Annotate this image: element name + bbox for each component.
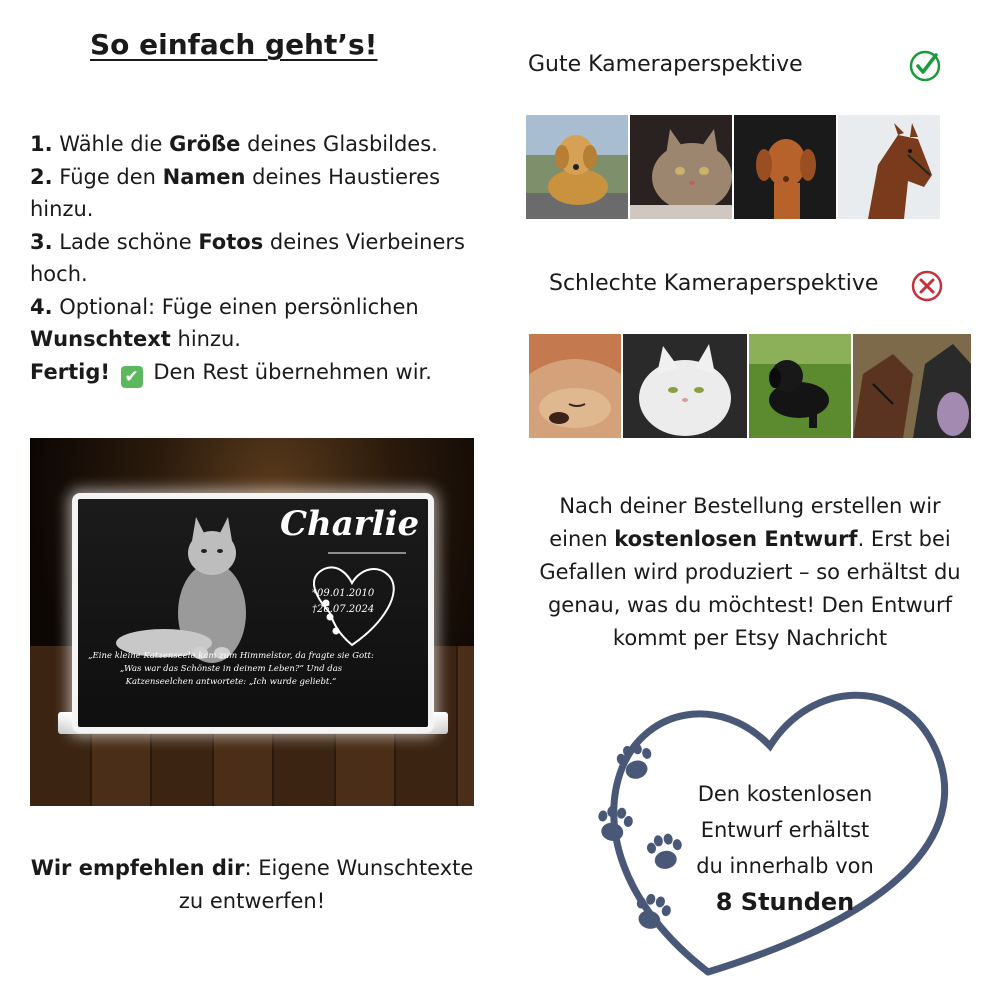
date-birth: *09.01.2010 <box>312 588 375 599</box>
paw-prints-icon <box>594 740 685 933</box>
step-1: 1. Wähle die Größe deines Glasbildes. <box>30 132 438 156</box>
finish-text: Den Rest übernehmen wir. <box>146 360 432 384</box>
sleeping-dog-photo <box>529 334 621 438</box>
heart-line-3: du innerhalb von <box>696 854 874 878</box>
pet-dates <box>312 586 374 618</box>
good-photos-row <box>526 115 940 219</box>
page-title: So einfach geht’s! <box>90 28 378 61</box>
heart-message <box>675 776 895 920</box>
check-mark-emoji-icon: ✔ <box>121 366 143 388</box>
bad-perspective-title: Schlechte Kameraperspektive <box>549 271 879 296</box>
pet-name: Charlie <box>280 504 420 544</box>
vizsla-dog-photo <box>734 115 836 219</box>
free-draft-bold: kostenlosen Entwurf <box>614 527 858 551</box>
heart-line-1: Den kostenlosen <box>697 782 873 806</box>
recommend-text: : Eigene Wunschtexte zu entwerfen! <box>178 856 474 913</box>
brown-horse-photo <box>838 115 940 219</box>
finish-line <box>30 360 432 388</box>
step-2: 2. Füge den Namen deines Haustieres hinzu. <box>30 164 441 221</box>
finish-bold: Fertig! <box>30 360 110 384</box>
steps-list <box>30 128 510 356</box>
memorial-poem: „Eine kleine Katzenseele kam zum Himmelstor, da fragte sie Gott: „Was war das Schönste in deinem Leben?“ Und das Katzenseelchen antwortete: „Ich wurde geliebt.“ <box>88 651 374 687</box>
white-cat-photo <box>623 334 747 438</box>
heart-line-2: Entwurf erhältst <box>700 818 870 842</box>
step-4: 4. Optional: Füge einen persönlichen Wunschtext hinzu. <box>30 294 419 351</box>
black-puppy-photo <box>749 334 851 438</box>
product-photo-glass-frame <box>30 438 474 806</box>
bad-photos-row <box>529 334 971 438</box>
recommend-bold: Wir empfehlen dir <box>30 856 245 880</box>
good-perspective-title: Gute Kameraperspektive <box>528 52 803 77</box>
recommendation <box>30 852 474 918</box>
date-death: †26.07.2024 <box>312 604 375 615</box>
check-circle-icon <box>908 49 942 83</box>
order-info-text: Nach deiner Bestellung erstellen wir einen kostenlosen Entwurf. Erst bei Gefallen wird produziert – so erhältst du genau, was du möchtest! Den Entwurf kommt per Etsy Nachricht <box>539 494 961 650</box>
horse-rider-photo <box>853 334 971 438</box>
x-circle-icon <box>910 269 944 303</box>
step-3: 3. Lade schöne Fotos deines Vierbeiners hoch. <box>30 229 465 286</box>
tabby-cat-photo <box>630 115 732 219</box>
heart-hours: 8 Stunden <box>715 888 855 916</box>
golden-retriever-photo <box>526 115 628 219</box>
